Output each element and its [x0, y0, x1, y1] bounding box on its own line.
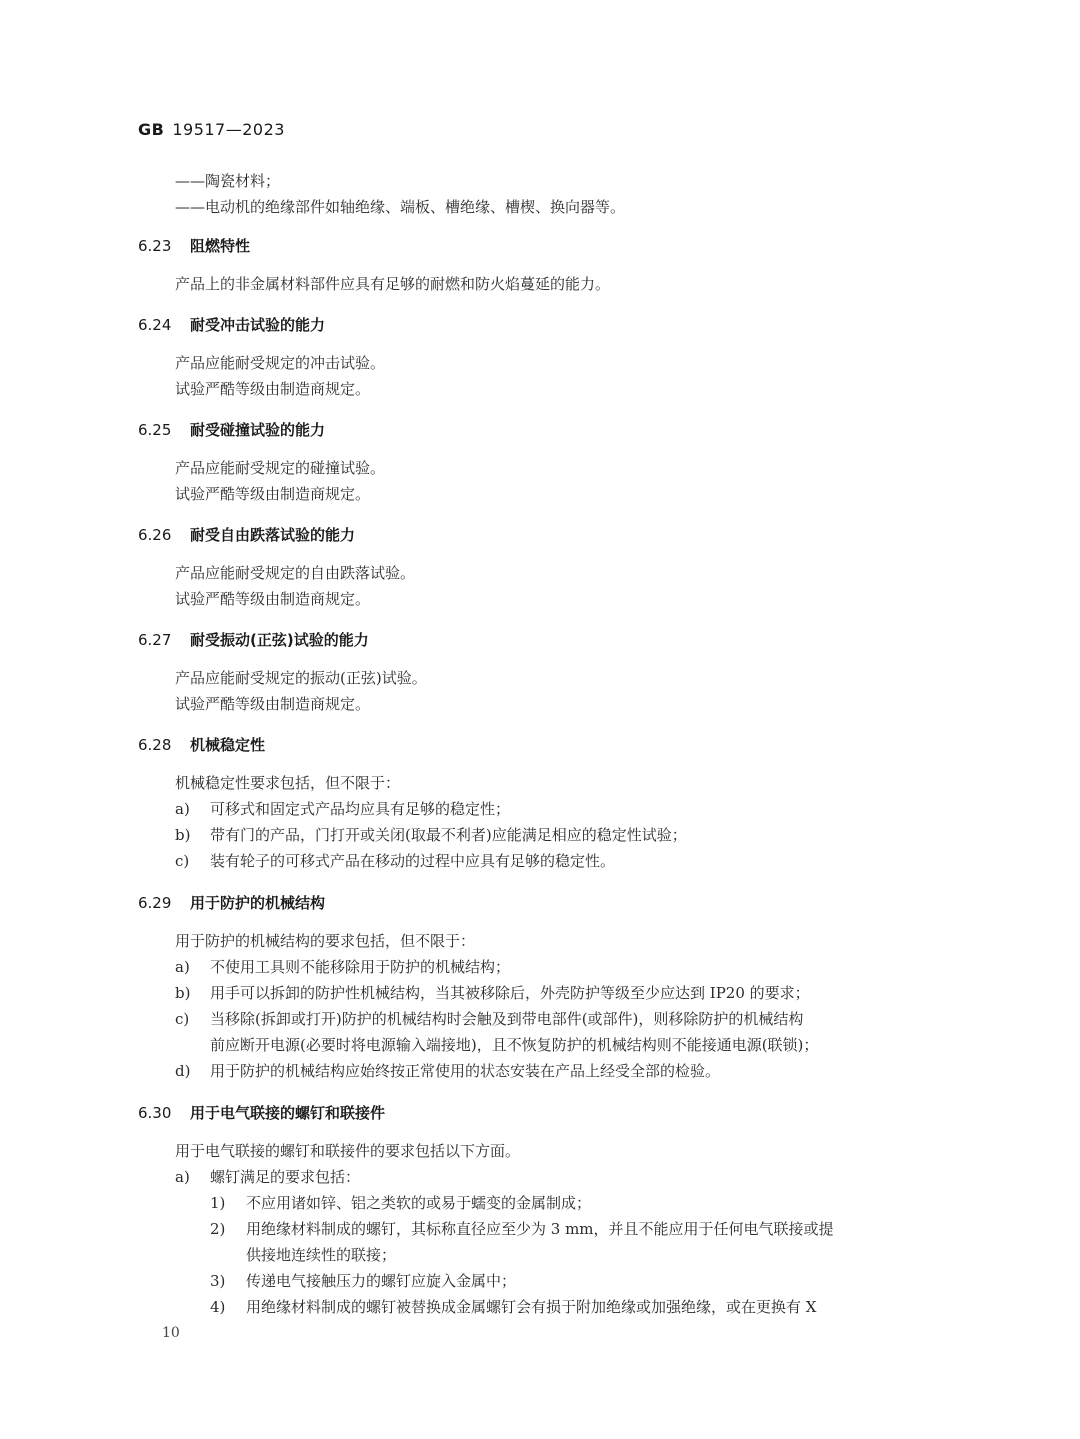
section-number: 6.27: [138, 631, 172, 649]
sub-item-text: 不应用诸如锌、铝之类软的或易于蠕变的金属制成；: [246, 1194, 592, 1212]
standard-number: 19517—2023: [172, 120, 285, 139]
section-number: 6.24: [138, 316, 172, 334]
document-header: [138, 120, 285, 139]
sub-item-label: 1): [210, 1194, 226, 1212]
list-item-label: a): [175, 1168, 190, 1186]
dash-item: ——电动机的绝缘部件如轴绝缘、端板、槽绝缘、槽楔、换向器等。: [175, 198, 626, 216]
list-item-text: 带有门的产品，门打开或关闭(取最不利者)应能满足相应的稳定性试验；: [210, 826, 687, 844]
section-heading-6-26: [138, 524, 355, 545]
standard-prefix: GB: [138, 120, 165, 139]
paragraph: 产品应能耐受规定的振动(正弦)试验。: [175, 669, 427, 687]
section-heading-6-28: [138, 734, 265, 755]
section-title: 耐受冲击试验的能力: [190, 316, 326, 334]
sub-item-text: 用绝缘材料制成的螺钉被替换成金属螺钉会有损于附加绝缘或加强绝缘，或在更换有 X: [246, 1298, 817, 1316]
section-title: 用于防护的机械结构: [190, 894, 326, 912]
paragraph: 试验严酷等级由制造商规定。: [175, 380, 371, 398]
list-item-label: b): [175, 984, 191, 1002]
section-number: 6.29: [138, 894, 172, 912]
list-item-continuation: 前应断开电源(必要时将电源输入端接地)，且不恢复防护的机械结构则不能接通电源(联锁)；: [210, 1036, 819, 1054]
sub-item-text: 传递电气接触压力的螺钉应旋入金属中；: [246, 1272, 517, 1290]
paragraph: 产品应能耐受规定的自由跌落试验。: [175, 564, 416, 582]
section-title: 机械稳定性: [190, 736, 266, 754]
list-item-text: 用于防护的机械结构应始终按正常使用的状态安装在产品上经受全部的检验。: [210, 1062, 721, 1080]
list-item-label: a): [175, 958, 190, 976]
paragraph: 试验严酷等级由制造商规定。: [175, 695, 371, 713]
paragraph: 机械稳定性要求包括，但不限于：: [175, 774, 401, 792]
section-number: 6.28: [138, 736, 172, 754]
section-heading-6-27: [138, 629, 369, 650]
paragraph: 产品应能耐受规定的冲击试验。: [175, 354, 386, 372]
section-title: 阻燃特性: [190, 237, 251, 255]
list-item-text: 可移式和固定式产品均应具有足够的稳定性；: [210, 800, 511, 818]
list-item-label: d): [175, 1062, 191, 1080]
dash-item: ——陶瓷材料；: [175, 172, 281, 190]
paragraph: 用于防护的机械结构的要求包括，但不限于：: [175, 932, 476, 950]
section-heading-6-24: [138, 314, 325, 335]
paragraph: 试验严酷等级由制造商规定。: [175, 485, 371, 503]
list-item-label: c): [175, 852, 190, 870]
paragraph: 产品上的非金属材料部件应具有足够的耐燃和防火焰蔓延的能力。: [175, 275, 611, 293]
page-number: 10: [162, 1325, 180, 1341]
section-number: 6.30: [138, 1104, 172, 1122]
section-heading-6-23: [138, 235, 250, 256]
list-item-text: 螺钉满足的要求包括：: [210, 1168, 361, 1186]
list-item-label: c): [175, 1010, 190, 1028]
paragraph: 用于电气联接的螺钉和联接件的要求包括以下方面。: [175, 1142, 521, 1160]
paragraph: 试验严酷等级由制造商规定。: [175, 590, 371, 608]
section-number: 6.25: [138, 421, 172, 439]
section-title: 用于电气联接的螺钉和联接件: [190, 1104, 386, 1122]
paragraph: 产品应能耐受规定的碰撞试验。: [175, 459, 386, 477]
section-title: 耐受振动(正弦)试验的能力: [190, 631, 369, 649]
section-heading-6-25: [138, 419, 325, 440]
section-heading-6-30: [138, 1102, 385, 1123]
section-title: 耐受自由跌落试验的能力: [190, 526, 356, 544]
sub-item-text: 用绝缘材料制成的螺钉，其标称直径应至少为 3 mm，并且不能应用于任何电气联接或提: [246, 1220, 834, 1238]
list-item-text: 装有轮子的可移式产品在移动的过程中应具有足够的稳定性。: [210, 852, 616, 870]
list-item-label: b): [175, 826, 191, 844]
list-item-text: 用手可以拆卸的防护性机械结构，当其被移除后，外壳防护等级至少应达到 IP20 的要求；: [210, 984, 810, 1002]
list-item-text: 当移除(拆卸或打开)防护的机械结构时会触及到带电部件(或部件)，则移除防护的机械结构: [210, 1010, 804, 1028]
list-item-text: 不使用工具则不能移除用于防护的机械结构；: [210, 958, 511, 976]
sub-item-label: 2): [210, 1220, 226, 1238]
section-heading-6-29: [138, 892, 325, 913]
sub-item-continuation: 供接地连续性的联接；: [246, 1246, 397, 1264]
section-title: 耐受碰撞试验的能力: [190, 421, 326, 439]
list-item-label: a): [175, 800, 190, 818]
section-number: 6.23: [138, 237, 172, 255]
sub-item-label: 4): [210, 1298, 226, 1316]
sub-item-label: 3): [210, 1272, 226, 1290]
section-number: 6.26: [138, 526, 172, 544]
